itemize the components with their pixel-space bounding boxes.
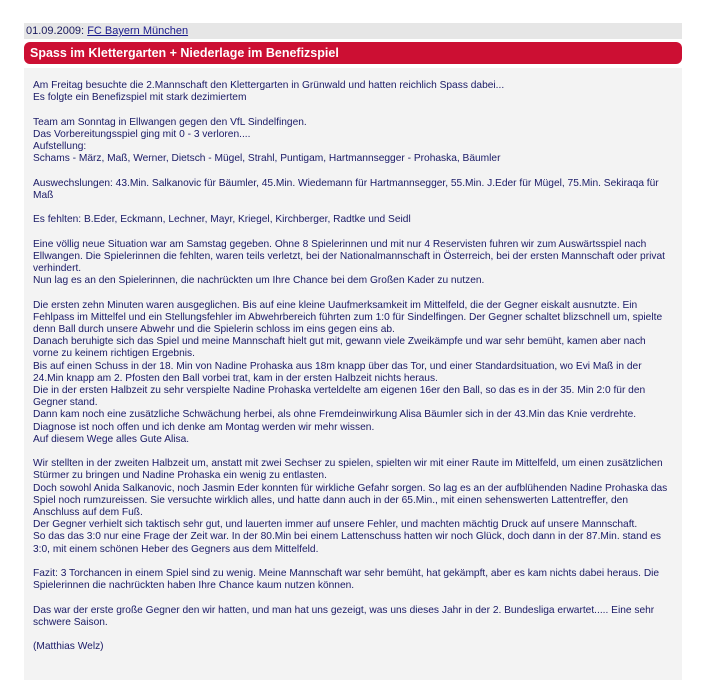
paragraph-line: Spiel noch rumzureissen. Sie versuchte wirklich alles, und hatte dann auch in der 65.Min., mit einen sehenswerten Lattentreffer, den bbox=[33, 494, 628, 506]
paragraph-line: Auswechslungen: 43.Min. Salkanovic für Bäumler, 45.Min. Wiedemann für Hartmannsegger, 55.Min. J.Eder für Mügel, 75.Min. Sekiraqa für bbox=[33, 177, 659, 189]
paragraph-line: Am Freitag besuchte die 2.Mannschaft den Klettergarten in Grünwald und hatten reichlich Spass dabei... bbox=[33, 80, 505, 91]
paragraph-line: Bis auf einen Schuss in der 18. Min von Nadine Prohaska aus 18m knapp über das Tor, und einer Standardsituation, wo Evi Maß in der bbox=[33, 360, 642, 372]
article-body bbox=[24, 68, 682, 680]
article-paragraph bbox=[33, 568, 674, 592]
paragraph-line: Die in der ersten Halbzeit zu sehr verspielte Nadine Prohaska verteldelte am eigenen 16er den Ball, so das es in der 35. Min 2:0 für den bbox=[33, 385, 646, 396]
paragraph-line: So das das 3:0 nur eine Frage der Zeit war. In der 80.Min bei einem Lattenschuss hatten wir noch Glück, doch dann in der 87.Min. stand es bbox=[33, 531, 662, 543]
article-paragraph bbox=[33, 80, 674, 104]
paragraph-line: Stürmer zu bringen und Nadine Prohaska ein wenig zu entlasten. bbox=[33, 470, 327, 482]
article-paragraph bbox=[33, 117, 674, 166]
paragraph-line: vorne zu keinem richtigen Ergebnis. bbox=[33, 348, 195, 360]
paragraph-line: Die ersten zehn Minuten waren ausgeglichen. Bis auf eine kleine Uaufmerksamkeit im Mittelfeld, die der Gegner eiskalt ausnutzte. Ein bbox=[33, 299, 638, 311]
paragraph-line: Wir stellten in der zweiten Halbzeit um, anstatt mit zwei Sechser zu spielen, spielten wir mit einer Raute im Mittelfeld, um einen zusätzlichen bbox=[33, 458, 663, 470]
article-paragraph bbox=[33, 458, 674, 556]
paragraph-line: Der Gegner verhielt sich taktisch sehr gut, und lauerten immer auf unsere Fehler, und machten mächtig Druck auf unsere Mannschaft. bbox=[33, 519, 638, 531]
article-paragraph bbox=[33, 178, 674, 202]
paragraph-line: Schams - März, Maß, Werner, Dietsch - Mügel, Strahl, Puntigam, Hartmannsegger - Prohaska, Bäumler bbox=[33, 153, 501, 165]
article-title: Spass im Klettergarten + Niederlage im Benefizspiel bbox=[24, 42, 682, 64]
paragraph-line: Fehlpass im Mittelfel und ein Stellungsfehler im Abwehrbereich führten zum 1:0 für Sindelfingen. Der Gegner schaltet blizschnell um, spielte bbox=[33, 311, 663, 323]
paragraph-line: Diagnose ist noch offen und ich denke am Montag werden wir mehr wissen. bbox=[33, 421, 375, 433]
paragraph-line: Doch sowohl Anida Salkanovic, noch Jasmin Eder konnten für wirkliche Gefahr sorgen. So lag es an der aufblühenden Nadine Prohaska das bbox=[33, 482, 668, 494]
paragraph-line: (Matthias Welz) bbox=[33, 641, 104, 653]
paragraph-line: Fazit: 3 Torchancen in einem Spiel sind zu wenig. Meine Mannschaft war sehr bemüht, hat gekämpft, aber es kam nichts dabei heraus. Die bbox=[33, 568, 660, 580]
paragraph-line: Dann kam noch eine zusätzliche Schwächung herbei, als ohne Fremdeinwirkung Alisa Bäumler sich in der 43.Min das Knie verdrehte. bbox=[33, 409, 637, 421]
paragraph-line: schwere Saison. bbox=[33, 616, 108, 628]
paragraph-line: Danach beruhigte sich das Spiel und meine Mannschaft hielt gut mit, gewann viele Zweikämpfe und war sehr bemüht, kamen aber nach bbox=[33, 336, 646, 348]
paragraph-line: Es fehlten: B.Eder, Eckmann, Lechner, Mayr, Kriegel, Kirchberger, Radtke und Seidl bbox=[33, 214, 411, 226]
article-date: 01.09.2009: bbox=[26, 25, 85, 37]
paragraph-line: Das war der erste große Gegner den wir hatten, und man hat uns gezeigt, was uns dieses Jahr in der 2. Bundesliga erwartet..... Eine sehr bbox=[33, 604, 655, 616]
article-paragraph bbox=[33, 605, 674, 629]
article-paragraph bbox=[33, 300, 674, 446]
paragraph-line: Es folgte ein Benefizspiel mit stark dezimiertem bbox=[33, 92, 247, 104]
team-link[interactable]: FC Bayern München bbox=[87, 25, 189, 37]
paragraph-line: Ellwangen. Die Spielerinnen die fehlten, waren teils verletzt, bei der Nationalmannschaft in Österreich, bei der ersten Mannschaft oder privat bbox=[33, 250, 665, 262]
article-paragraph bbox=[33, 239, 674, 288]
paragraph-line: 3:0, mit einem schönen Heber des Gegners aus dem Mittelfeld. bbox=[33, 543, 319, 555]
paragraph-line: Auf diesem Wege alles Gute Alisa. bbox=[33, 433, 190, 445]
paragraph-line: Anschluss auf dem Fuß. bbox=[33, 507, 143, 519]
paragraph-line: Maß bbox=[33, 189, 54, 201]
paragraph-line: Das Vorbereitungsspiel ging mit 0 - 3 verloren.... bbox=[33, 128, 251, 140]
paragraph-line: denn Ball durch unsere Abwehr und die Spielerin schloss im eins gegen eins ab. bbox=[33, 323, 395, 335]
paragraph-line: Aufstellung: bbox=[33, 141, 87, 152]
paragraph-line: 24.Min knapp am 2. Pfosten den Ball vorbei trat, kam in der ersten Halbzeit nichts heraus. bbox=[33, 372, 438, 384]
paragraph-line: verhindert. bbox=[33, 262, 82, 274]
article-paragraph bbox=[33, 641, 674, 653]
article-meta-bar bbox=[24, 23, 682, 39]
paragraph-line: Spielerinnen die nachrückten haben Ihre Chance kaum nutzen können. bbox=[33, 580, 355, 592]
paragraph-line: Nun lag es an den Spielerinnen, die nachrückten um Ihre Chance bei dem Großen Kader zu nutzen. bbox=[33, 275, 485, 287]
paragraph-line: Team am Sonntag in Ellwangen gegen den VfL Sindelfingen. bbox=[33, 116, 307, 128]
paragraph-line: Gegner stand. bbox=[33, 397, 98, 409]
paragraph-line: Eine völlig neue Situation war am Samstag gegeben. Ohne 8 Spielerinnen und mit nur 4 Reservisten fuhren wir zum Auswärtsspiel nach bbox=[33, 238, 647, 250]
article-paragraph bbox=[33, 214, 674, 226]
